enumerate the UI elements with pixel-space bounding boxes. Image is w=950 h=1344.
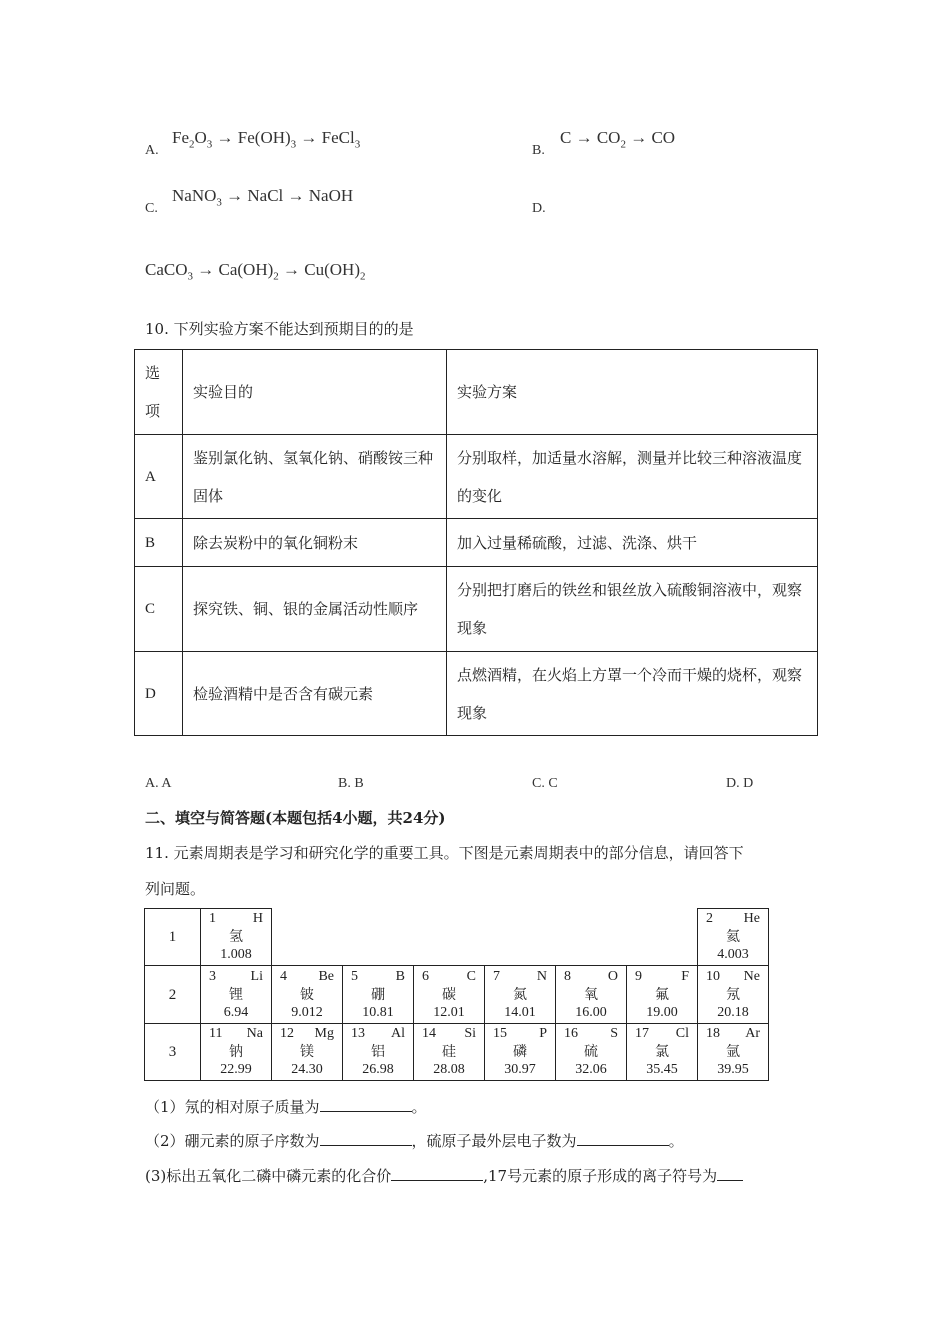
atomic-mass: 4.003 (717, 947, 749, 962)
formula-term: $Cu(OH)_2$ (304, 260, 366, 283)
element-symbol: N (536, 968, 547, 984)
atomic-mass: 16.00 (575, 1004, 607, 1020)
atomic-number: 12 (280, 1026, 294, 1041)
atomic-number: 17 (635, 1026, 649, 1041)
row-d-option: D (135, 652, 183, 736)
row-a-option: A (135, 435, 183, 519)
header-purpose: 实验目的 (183, 350, 447, 435)
element-name: 硫 (584, 1044, 598, 1060)
row-d-plan: 点燃酒精，在火焰上方罩一个冷而干燥的烧杯，观察现象 (447, 652, 818, 736)
option-b-label: B. (532, 143, 545, 158)
answer-blank[interactable] (320, 1131, 412, 1146)
element-symbol: Na (246, 1026, 263, 1041)
element-cell (556, 966, 627, 1024)
element-name: 氟 (655, 986, 669, 1003)
answer-a: A. A (145, 776, 172, 791)
formula-term: $Fe_2O_3$ (172, 128, 213, 151)
element-symbol: S (610, 1026, 618, 1041)
question-11-sub1 (145, 1096, 427, 1117)
atomic-number: 5 (351, 968, 358, 984)
arrow-icon: → (283, 186, 309, 205)
formula-term: $Fe(OH)_3$ (237, 128, 297, 151)
element-symbol: Si (464, 1026, 476, 1041)
atomic-number: 7 (493, 968, 500, 984)
row-c-plan: 分别把打磨后的铁丝和银丝放入硫酸铜溶液中，观察现象 (447, 567, 818, 652)
question-11-sub2 (145, 1130, 684, 1151)
formula-term: $CO_2$ (596, 128, 626, 151)
atomic-number: 14 (422, 1026, 436, 1041)
atomic-number: 18 (706, 1026, 720, 1041)
element-cell (698, 966, 769, 1024)
period-2: 2 (145, 966, 201, 1024)
element-cell (343, 966, 414, 1024)
atomic-mass: 6.94 (223, 1004, 249, 1020)
element-name: 锂 (229, 986, 243, 1003)
atomic-mass: 39.95 (717, 1062, 749, 1077)
atomic-mass: 14.01 (504, 1004, 536, 1020)
element-cell (201, 909, 272, 966)
atomic-number: 9 (635, 968, 642, 984)
option-a-formula (172, 128, 360, 150)
formula-term: CO (651, 128, 676, 147)
element-name: 镁 (300, 1044, 314, 1060)
answer-blank[interactable] (717, 1166, 743, 1181)
element-name: 氩 (726, 1044, 740, 1060)
formula-term: NaOH (308, 186, 354, 205)
option-a-label: A. (145, 143, 159, 158)
atomic-mass: 9.012 (291, 1004, 323, 1020)
question-11-title-line2: 列问题。 (145, 880, 206, 898)
arrow-icon: → (221, 186, 248, 205)
sub1-text: （1）氖的相对原子质量为 (145, 1098, 320, 1116)
atomic-mass: 24.30 (291, 1062, 323, 1077)
element-name: 钠 (229, 1044, 243, 1060)
sub3-text-1: (3)标出五氧化二磷中磷元素的化合价 (145, 1167, 392, 1185)
formula-term: $Ca(OH)_2$ (218, 260, 279, 283)
element-cell (627, 1024, 698, 1081)
row-b-purpose: 除去炭粉中的氧化铜粉末 (183, 519, 447, 567)
element-cell (272, 966, 343, 1024)
atomic-mass: 12.01 (433, 1004, 465, 1020)
element-name: 氯 (655, 1044, 669, 1060)
element-symbol: Mg (314, 1026, 334, 1041)
experiment-table (134, 349, 818, 736)
sub1-end: 。 (411, 1098, 427, 1116)
period-1: 1 (145, 909, 201, 966)
element-name: 氧 (584, 986, 598, 1003)
option-b-formula (560, 128, 675, 150)
atomic-number: 3 (209, 968, 216, 984)
element-symbol: H (252, 911, 263, 926)
arrow-icon: → (212, 128, 238, 147)
element-symbol: Cl (675, 1026, 689, 1041)
row-a-plan: 分别取样，加适量水溶解，测量并比较三种溶液温度的变化 (447, 435, 818, 519)
section-2-heading: 二、填空与简答题(本题包括4小题，共24分) (145, 809, 446, 827)
element-cell (627, 966, 698, 1024)
element-cell (698, 1024, 769, 1081)
atomic-mass: 19.00 (646, 1004, 678, 1020)
element-cell (343, 1024, 414, 1081)
formula-term: CaCO$_3$ (145, 260, 193, 283)
option-c-label: C. (145, 201, 158, 216)
element-name: 硼 (371, 986, 385, 1003)
atomic-mass: 22.99 (220, 1062, 252, 1077)
atomic-number: 2 (706, 911, 713, 926)
element-symbol: He (743, 911, 760, 926)
atomic-number: 1 (209, 911, 216, 926)
answer-d: D. D (726, 776, 754, 791)
formula-term: NaNO$_3$ (172, 186, 222, 209)
element-name: 铝 (371, 1044, 385, 1060)
atomic-number: 11 (209, 1026, 223, 1041)
row-c-option: C (135, 567, 183, 652)
row-b-option: B (135, 519, 183, 567)
answer-b: B. B (338, 776, 364, 791)
element-cell (485, 1024, 556, 1081)
element-symbol: F (681, 968, 689, 984)
atomic-number: 15 (493, 1026, 507, 1041)
sub3-text-2: ,17号元素的原子形成的离子符号为 (483, 1167, 718, 1185)
element-symbol: B (395, 968, 405, 984)
arrow-icon: → (625, 128, 652, 147)
header-option: 选项 (135, 350, 183, 435)
element-symbol: O (607, 968, 618, 984)
arrow-icon: → (296, 128, 322, 147)
row-b-plan: 加入过量稀硫酸，过滤、洗涤、烘干 (447, 519, 818, 567)
element-cell (698, 909, 769, 966)
atomic-mass: 35.45 (646, 1062, 678, 1077)
atomic-mass: 32.06 (575, 1062, 607, 1077)
element-cell (556, 1024, 627, 1081)
answer-blank[interactable] (577, 1131, 669, 1146)
question-11-sub3 (145, 1165, 743, 1186)
element-symbol: Li (250, 968, 263, 984)
atomic-number: 6 (422, 968, 429, 984)
arrow-icon: → (571, 128, 597, 147)
answer-blank[interactable] (320, 1097, 412, 1112)
element-name: 磷 (513, 1044, 527, 1060)
element-cell (201, 1024, 272, 1081)
row-d-purpose: 检验酒精中是否含有碳元素 (183, 652, 447, 736)
atomic-number: 4 (280, 968, 287, 984)
formula-term: C (560, 128, 572, 147)
element-symbol: C (466, 968, 476, 984)
element-symbol: Ne (743, 968, 760, 984)
option-d-label: D. (532, 201, 546, 216)
answer-c: C. C (532, 776, 558, 791)
element-name: 氦 (726, 929, 740, 945)
element-name: 氢 (229, 929, 243, 945)
question-11-title-line1: 11. 元素周期表是学习和研究化学的重要工具。下图是元素周期表中的部分信息，请回答下 (145, 844, 744, 862)
option-c-formula (172, 186, 353, 208)
atomic-number: 10 (706, 968, 720, 984)
atomic-mass: 30.97 (504, 1062, 536, 1077)
atomic-number: 16 (564, 1026, 578, 1041)
option-d-formula (145, 260, 365, 282)
formula-term: NaCl (247, 186, 284, 205)
element-symbol: Al (391, 1026, 405, 1041)
element-cell (201, 966, 272, 1024)
sub2-text-1: （2）硼元素的原子序数为 (145, 1132, 320, 1150)
period-3: 3 (145, 1024, 201, 1081)
atomic-number: 13 (351, 1026, 365, 1041)
atomic-mass: 26.98 (362, 1062, 394, 1077)
atomic-mass: 28.08 (433, 1062, 465, 1077)
element-name: 硅 (442, 1044, 456, 1060)
arrow-icon: → (193, 260, 219, 279)
element-cell (272, 1024, 343, 1081)
element-name: 碳 (442, 986, 456, 1003)
arrow-icon: → (278, 260, 305, 279)
element-symbol: Ar (745, 1026, 760, 1041)
row-c-purpose: 探究铁、铜、银的金属活动性顺序 (183, 567, 447, 652)
element-name: 氮 (513, 986, 527, 1003)
element-name: 氖 (726, 986, 740, 1003)
header-plan: 实验方案 (447, 350, 818, 435)
element-cell (485, 966, 556, 1024)
sub2-end: 。 (668, 1132, 684, 1150)
element-symbol: P (539, 1026, 547, 1041)
element-name: 铍 (300, 986, 314, 1003)
sub2-text-2: ，硫原子最外层电子数为 (411, 1132, 577, 1150)
element-cell (414, 1024, 485, 1081)
atomic-mass: 20.18 (717, 1004, 749, 1020)
periodic-table (144, 908, 769, 1081)
formula-term: FeCl$_3$ (321, 128, 361, 151)
answer-blank[interactable] (391, 1166, 483, 1181)
atomic-mass: 10.81 (362, 1004, 394, 1020)
question-10-title: 10. 下列实验方案不能达到预期目的的是 (145, 320, 414, 338)
row-a-purpose: 鉴别氯化钠、氢氧化钠、硝酸铵三种固体 (183, 435, 447, 519)
element-symbol: Be (318, 968, 334, 984)
atomic-mass: 1.008 (220, 947, 252, 962)
atomic-number: 8 (564, 968, 571, 984)
element-cell (414, 966, 485, 1024)
